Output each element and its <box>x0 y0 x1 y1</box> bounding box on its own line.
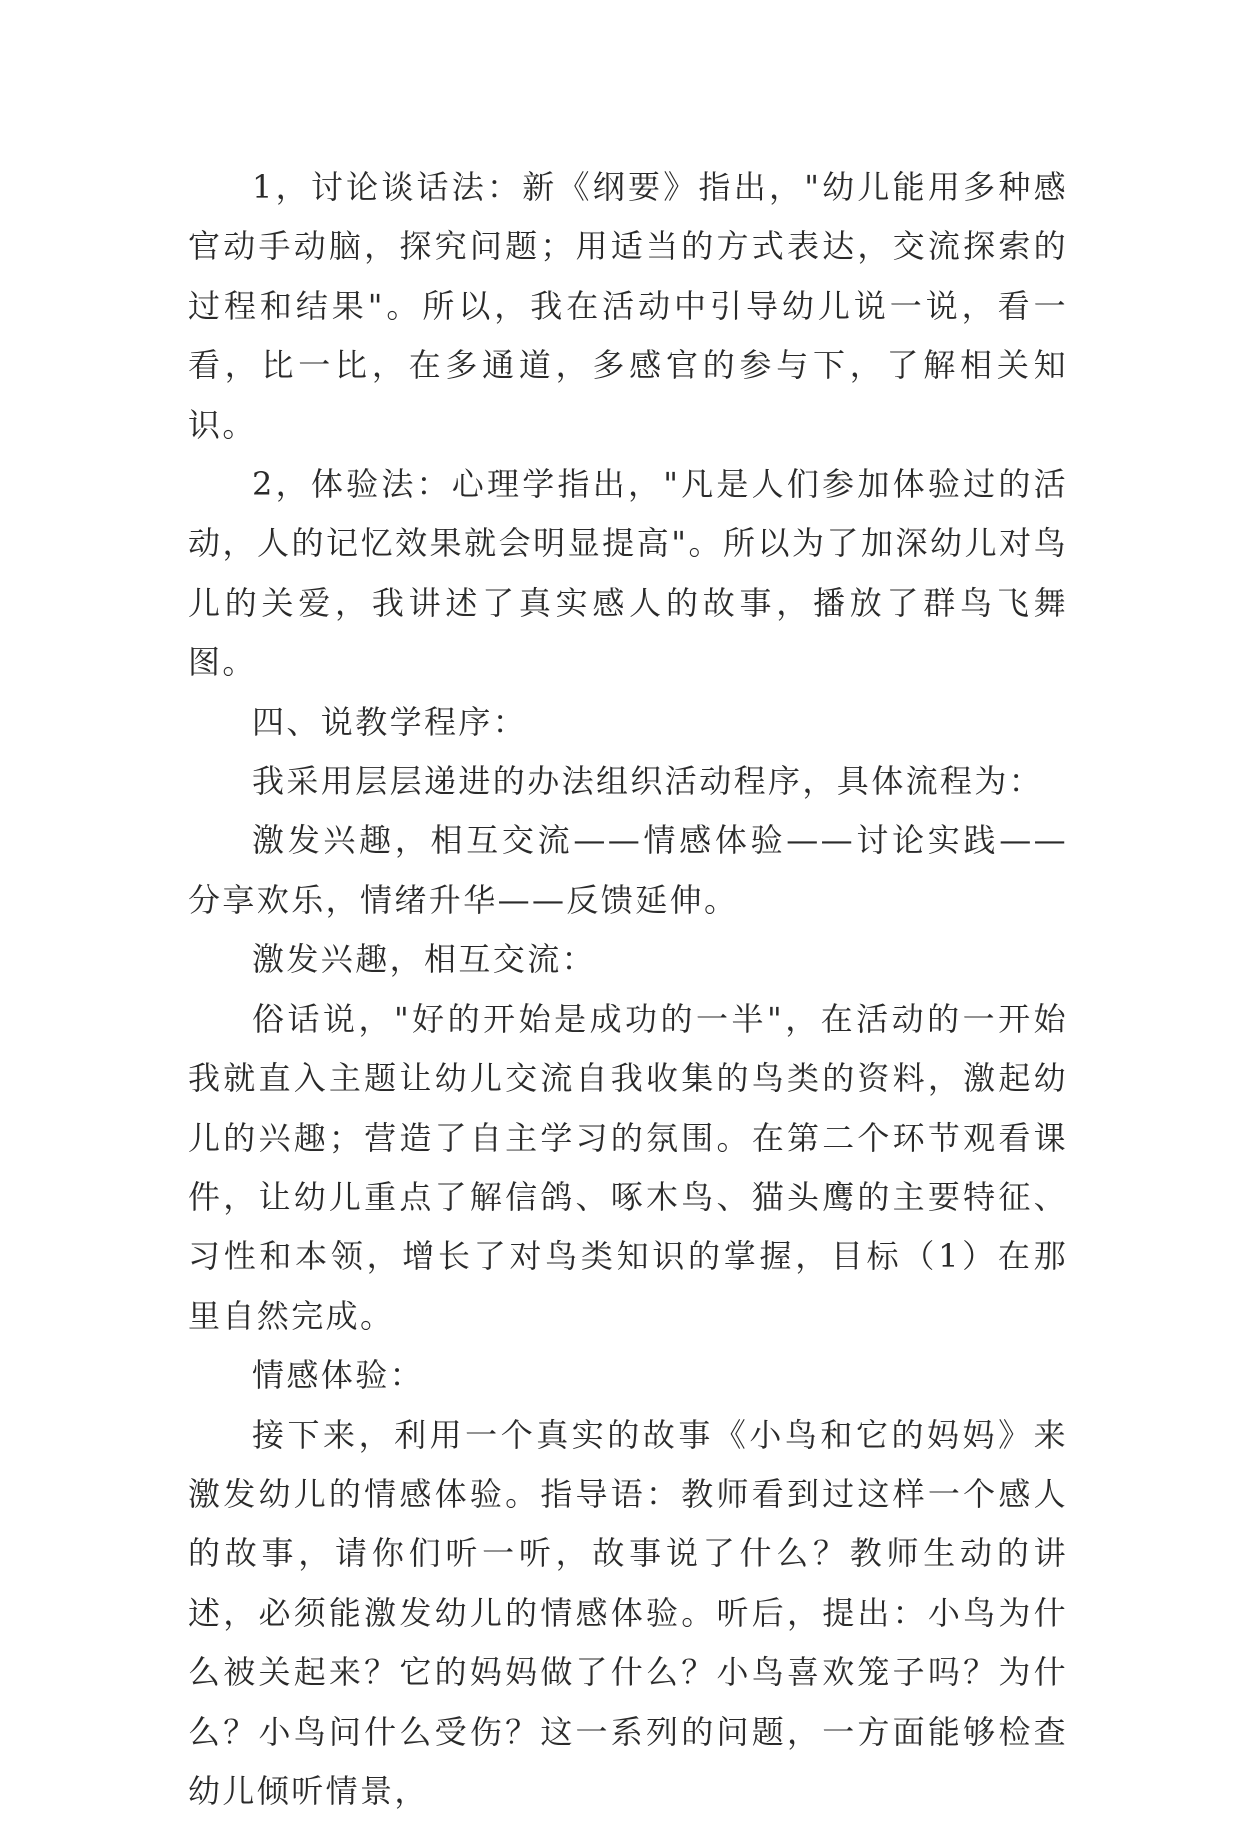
paragraph-stimulate-interest: 俗话说，"好的开始是成功的一半"，在活动的一开始我就直入主题让幼儿交流自我收集的鸟类的资料，激起幼儿的兴趣；营造了自主学习的氛围。在第二个环节观看课件，让幼儿重点了解信鸽、啄木鸟、猫头鹰的主要特征、习性和本领，增长了对鸟类知识的掌握，目标（1）在那里自然完成。 <box>188 999 1068 1335</box>
subheading-stimulate-interest: 激发兴趣，相互交流： <box>252 940 597 979</box>
document-body <box>188 158 1068 1821</box>
section-heading-teaching-procedure: 四、说教学程序： <box>252 702 528 741</box>
paragraph-procedure-intro: 我采用层层递进的办法组织活动程序，具体流程为： <box>252 762 1044 801</box>
paragraph-experience-method: 2，体验法：心理学指出，"凡是人们参加体验过的活动，人的记忆效果就会明显提高"。所以为了加深幼儿对鸟儿的关爱，我讲述了真实感人的故事，播放了群鸟飞舞图。 <box>188 465 1068 682</box>
paragraph-procedure-flow: 激发兴趣，相互交流——情感体验——讨论实践——分享欢乐，情绪升华——反馈延伸。 <box>188 821 1068 919</box>
paragraph-discussion-method: 1，讨论谈话法：新《纲要》指出，"幼儿能用多种感官动手动脑，探究问题；用适当的方式表达，交流探索的过程和结果"。所以，我在活动中引导幼儿说一说，看一看，比一比，在多通道，多感官的参与下，了解相关知识。 <box>188 168 1068 444</box>
paragraph-emotional-experience: 接下来，利用一个真实的故事《小鸟和它的妈妈》来激发幼儿的情感体验。指导语：教师看到过这样一个感人的故事，请你们听一听，故事说了什么？教师生动的讲述，必须能激发幼儿的情感体验。听后，提出：小鸟为什么被关起来？它的妈妈做了什么？小鸟喜欢笼子吗？为什么？小鸟问什么受伤？这一系列的问题，一方面能够检查幼儿倾听情景， <box>188 1415 1068 1810</box>
subheading-emotional-experience: 情感体验： <box>252 1356 425 1395</box>
